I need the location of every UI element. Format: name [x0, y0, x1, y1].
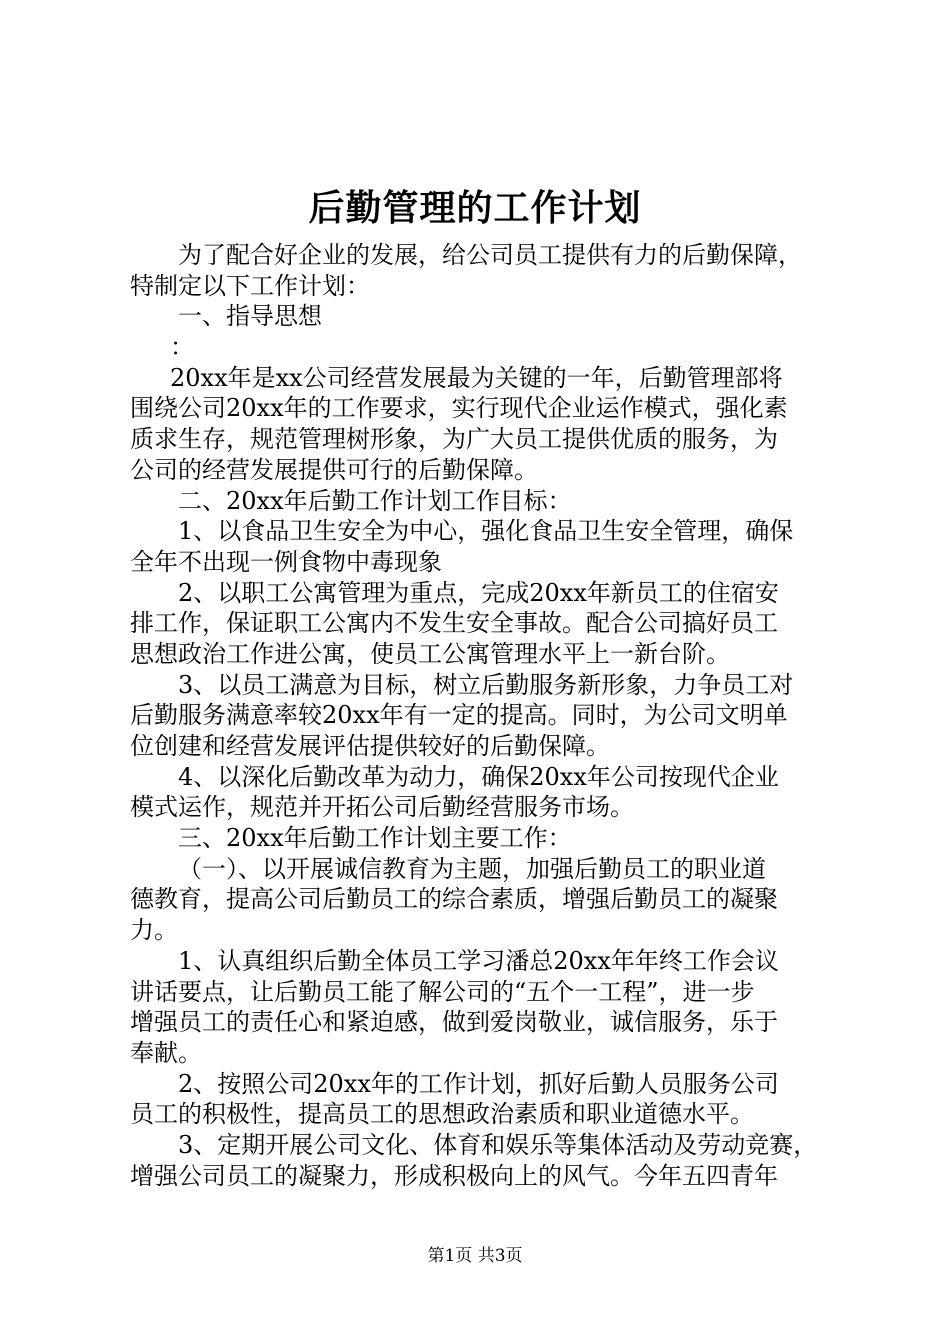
- paragraph-line: 特制定以下工作计划：: [130, 271, 370, 300]
- paragraph-line: 20xx年是xx公司经营发展最为关键的一年，后勤管理部将: [170, 363, 783, 392]
- paragraph-line: 德教育，提高公司后勤员工的综合素质，增强后勤员工的凝聚: [130, 885, 778, 914]
- paragraph-line: 围绕公司20xx年的工作要求，实行现代企业运作模式，强化素: [130, 394, 788, 423]
- paragraph-line: 3、定期开展公司文化、体育和娱乐等集体活动及劳动竞赛，: [178, 1130, 818, 1159]
- paragraph-line: 力。: [130, 916, 178, 945]
- paragraph-line: 思想政治工作进公寓，使员工公寓管理水平上一新台阶。: [130, 639, 730, 668]
- paragraph-line: 全年不出现一例食物中毒现象: [130, 547, 442, 576]
- section-heading: 二、20xx年后勤工作计划工作目标：: [178, 486, 572, 515]
- section-heading: 一、指导思想: [178, 302, 322, 331]
- paragraph-line: 位创建和经营发展评估提供较好的后勤保障。: [130, 732, 610, 760]
- paragraph-line: 后勤服务满意率较20xx年有一定的提高。同时，为公司文明单: [130, 701, 788, 730]
- page-footer: 第1页 共3页: [427, 1246, 523, 1266]
- paragraph-line: 1、以食品卫生安全为中心，强化食品卫生安全管理，确保: [178, 517, 794, 546]
- paragraph-line: 3、以员工满意为目标，树立后勤服务新形象，力争员工对: [178, 670, 794, 699]
- paragraph-line: 增强公司员工的凝聚力，形成积极向上的风气。今年五四青年: [130, 1161, 778, 1190]
- paragraph-line: 2、按照公司20xx年的工作计划，抓好后勤人员服务公司: [178, 1069, 779, 1098]
- paragraph-line: ：: [170, 333, 194, 362]
- paragraph-line: 模式运作，规范并开拓公司后勤经营服务市场。: [130, 793, 634, 822]
- paragraph-line: （一）、以开展诚信教育为主题，加强后勤员工的职业道: [178, 854, 766, 883]
- paragraph-line: 1、认真组织后勤全体员工学习潘总20xx年年终工作会议: [178, 946, 779, 975]
- paragraph-line: 员工的积极性，提高员工的思想政治素质和职业道德水平。: [130, 1100, 754, 1129]
- document-title: 后勤管理的工作计划: [308, 187, 642, 229]
- paragraph-line: 奉献。: [130, 1038, 202, 1067]
- paragraph-line: 增强员工的责任心和紧迫感，做到爱岗敬业，诚信服务，乐于: [130, 1008, 778, 1037]
- paragraph-line: 讲话要点，让后勤员工能了解公司的“五个一工程”，进一步: [130, 977, 755, 1006]
- paragraph-line: 4、以深化后勤改革为动力，确保20xx年公司按现代企业: [178, 762, 779, 791]
- document-body: [130, 240, 830, 1191]
- section-heading: 三、20xx年后勤工作计划主要工作：: [178, 824, 572, 853]
- paragraph-line: 公司的经营发展提供可行的后勤保障。: [130, 455, 538, 484]
- paragraph-line: 为了配合好企业的发展，给公司员工提供有力的后勤保障，: [178, 241, 802, 269]
- paragraph-line: 排工作，保证职工公寓内不发生安全事故。配合公司搞好员工: [130, 609, 778, 638]
- paragraph-line: 质求生存，规范管理树形象，为广大员工提供优质的服务，为: [130, 425, 778, 454]
- paragraph-line: 2、以职工公寓管理为重点，完成20xx年新员工的住宿安: [178, 578, 779, 607]
